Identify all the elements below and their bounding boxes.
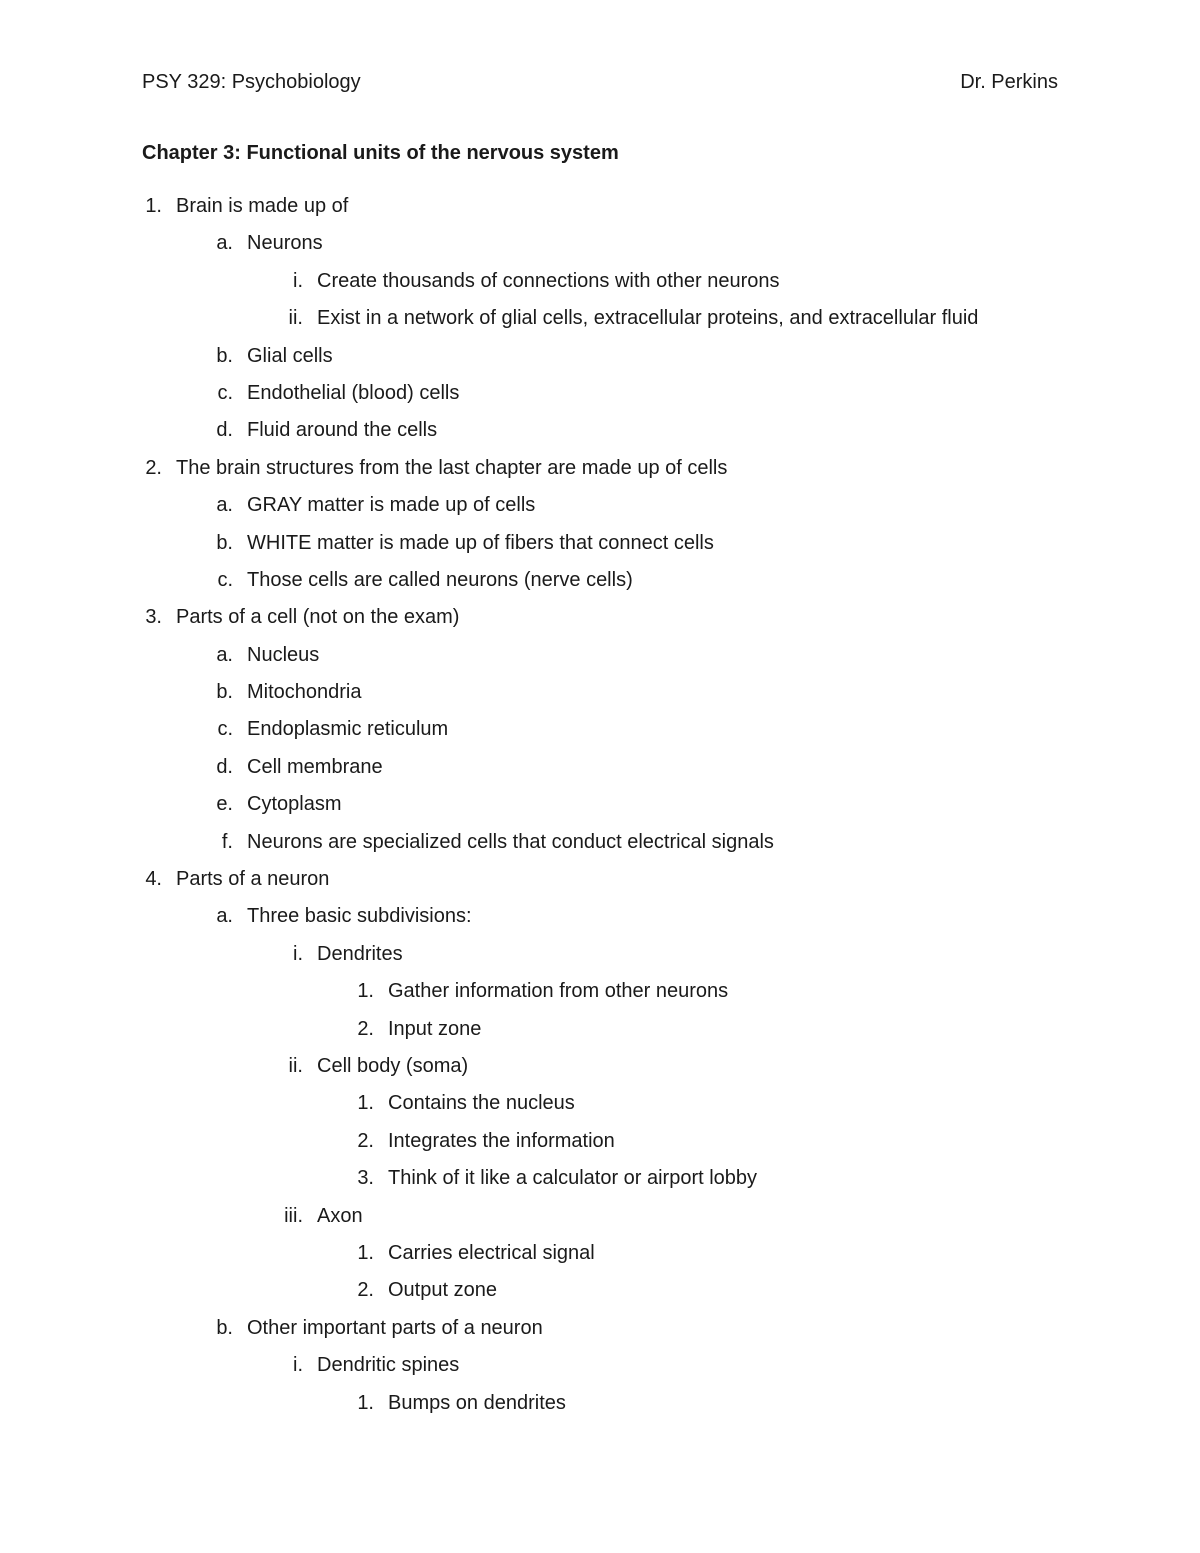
- outline-item-marker: i.: [293, 269, 303, 292]
- outline-item: [0, 681, 1200, 718]
- outline-item-marker: b.: [216, 531, 233, 554]
- outline-item-marker: 2.: [145, 456, 162, 479]
- outline-item-marker: a.: [216, 905, 233, 928]
- outline-item-text: The brain structures from the last chapter are made up of cells: [176, 456, 728, 479]
- outline-item-marker: b.: [216, 1316, 233, 1339]
- outline-item: [0, 307, 1200, 344]
- outline-item: [0, 232, 1200, 269]
- outline-item-text: Create thousands of connections with other neurons: [317, 269, 780, 292]
- outline-item: [0, 868, 1200, 905]
- outline-item: [0, 793, 1200, 830]
- outline-item: [0, 644, 1200, 681]
- outline-item: [0, 195, 1200, 232]
- outline-item-text: Cell membrane: [247, 755, 383, 778]
- outline-item: [0, 980, 1200, 1017]
- outline-item: [0, 1205, 1200, 1242]
- outline-item: [0, 532, 1200, 569]
- outline-item-text: Think of it like a calculator or airport lobby: [388, 1167, 758, 1190]
- outline-item: [0, 1279, 1200, 1316]
- outline-item: [0, 1242, 1200, 1279]
- outline-item-text: Integrates the information: [388, 1129, 615, 1152]
- outline-item-marker: 3.: [357, 1167, 374, 1190]
- outline-item: [0, 1055, 1200, 1092]
- outline-item-marker: c.: [217, 718, 233, 741]
- outline-list: [0, 195, 1200, 1429]
- outline-item: [0, 1092, 1200, 1129]
- outline-item: [0, 831, 1200, 868]
- chapter-title: Chapter 3: Functional units of the nervous system: [142, 142, 619, 164]
- outline-item-text: Dendritic spines: [317, 1354, 460, 1377]
- outline-item-marker: 1.: [357, 980, 374, 1003]
- outline-item-text: Fluid around the cells: [247, 419, 438, 442]
- outline-item-text: Input zone: [388, 1017, 482, 1040]
- outline-item-text: Three basic subdivisions:: [247, 905, 472, 928]
- outline-item-text: Carries electrical signal: [388, 1241, 595, 1264]
- outline-item-text: Other important parts of a neuron: [247, 1316, 543, 1339]
- outline-item-marker: 1.: [145, 195, 162, 217]
- outline-item-text: Contains the nucleus: [388, 1092, 575, 1115]
- outline-item-marker: e.: [216, 793, 233, 816]
- outline-item-marker: b.: [216, 681, 233, 704]
- outline-item: [0, 1317, 1200, 1354]
- outline-item-text: Dendrites: [317, 942, 403, 965]
- outline-item: [0, 345, 1200, 382]
- outline-item-text: Those cells are called neurons (nerve cells): [247, 568, 633, 591]
- outline-item-marker: 2.: [357, 1279, 374, 1302]
- outline-item-marker: ii.: [288, 1054, 303, 1077]
- outline-item-text: Neurons: [247, 232, 323, 255]
- outline-item: [0, 457, 1200, 494]
- outline-item: [0, 905, 1200, 942]
- outline-item-marker: d.: [216, 419, 233, 442]
- outline-item-text: Output zone: [388, 1279, 497, 1302]
- outline-item-marker: a.: [216, 643, 233, 666]
- outline-item-text: Gather information from other neurons: [388, 980, 729, 1003]
- outline-item: [0, 943, 1200, 980]
- outline-item-text: Axon: [317, 1204, 363, 1227]
- outline-item-marker: iii.: [284, 1204, 303, 1227]
- outline-item-text: Bumps on dendrites: [388, 1391, 566, 1414]
- outline-item-text: Mitochondria: [247, 681, 362, 704]
- outline-item-marker: 4.: [145, 868, 162, 891]
- outline-item-text: Cytoplasm: [247, 793, 342, 816]
- outline-item: [0, 494, 1200, 531]
- outline-item: [0, 606, 1200, 643]
- instructor-name: Dr. Perkins: [960, 71, 1058, 93]
- outline-item-text: WHITE matter is made up of fibers that connect cells: [247, 531, 714, 554]
- outline-item-text: Endothelial (blood) cells: [247, 381, 460, 404]
- outline-item: [0, 270, 1200, 307]
- outline-item-marker: 1.: [357, 1092, 374, 1115]
- outline-item-marker: i.: [293, 1354, 303, 1377]
- outline-item-marker: a.: [216, 494, 233, 517]
- outline-item-marker: 3.: [145, 606, 162, 629]
- outline-item: [0, 569, 1200, 606]
- outline-item-text: Neurons are specialized cells that conduct electrical signals: [247, 830, 774, 853]
- outline-item-marker: c.: [217, 568, 233, 591]
- outline-item-text: Nucleus: [247, 643, 320, 666]
- outline-item-marker: 1.: [357, 1391, 374, 1414]
- outline-item: [0, 1354, 1200, 1391]
- outline-item-text: Parts of a cell (not on the exam): [176, 606, 460, 629]
- outline-item-text: GRAY matter is made up of cells: [247, 494, 536, 517]
- outline-item: [0, 382, 1200, 419]
- outline-item: [0, 756, 1200, 793]
- outline-item-text: Parts of a neuron: [176, 868, 330, 891]
- outline-item: [0, 419, 1200, 456]
- outline-item-text: Glial cells: [247, 344, 333, 367]
- outline-item-marker: ii.: [288, 307, 303, 330]
- outline-item-text: Cell body (soma): [317, 1054, 469, 1077]
- outline-item: [0, 1018, 1200, 1055]
- outline-item-text: Exist in a network of glial cells, extracellular proteins, and extracellular fluid: [317, 307, 979, 330]
- outline-item-marker: 2.: [357, 1017, 374, 1040]
- outline-item-text: Brain is made up of: [176, 195, 349, 217]
- outline-item-text: Endoplasmic reticulum: [247, 718, 449, 741]
- course-title: PSY 329: Psychobiology: [142, 71, 361, 93]
- outline-item-marker: d.: [216, 755, 233, 778]
- outline-item: [0, 718, 1200, 755]
- outline-item-marker: 1.: [357, 1241, 374, 1264]
- outline-item: [0, 1130, 1200, 1167]
- outline-item-marker: c.: [217, 381, 233, 404]
- outline-item-marker: b.: [216, 344, 233, 367]
- outline-item: [0, 1392, 1200, 1429]
- outline-item-marker: a.: [216, 232, 233, 255]
- outline-item-marker: 2.: [357, 1129, 374, 1152]
- outline-item: [0, 1167, 1200, 1204]
- outline-item-marker: i.: [293, 942, 303, 965]
- outline-item-marker: f.: [221, 830, 233, 853]
